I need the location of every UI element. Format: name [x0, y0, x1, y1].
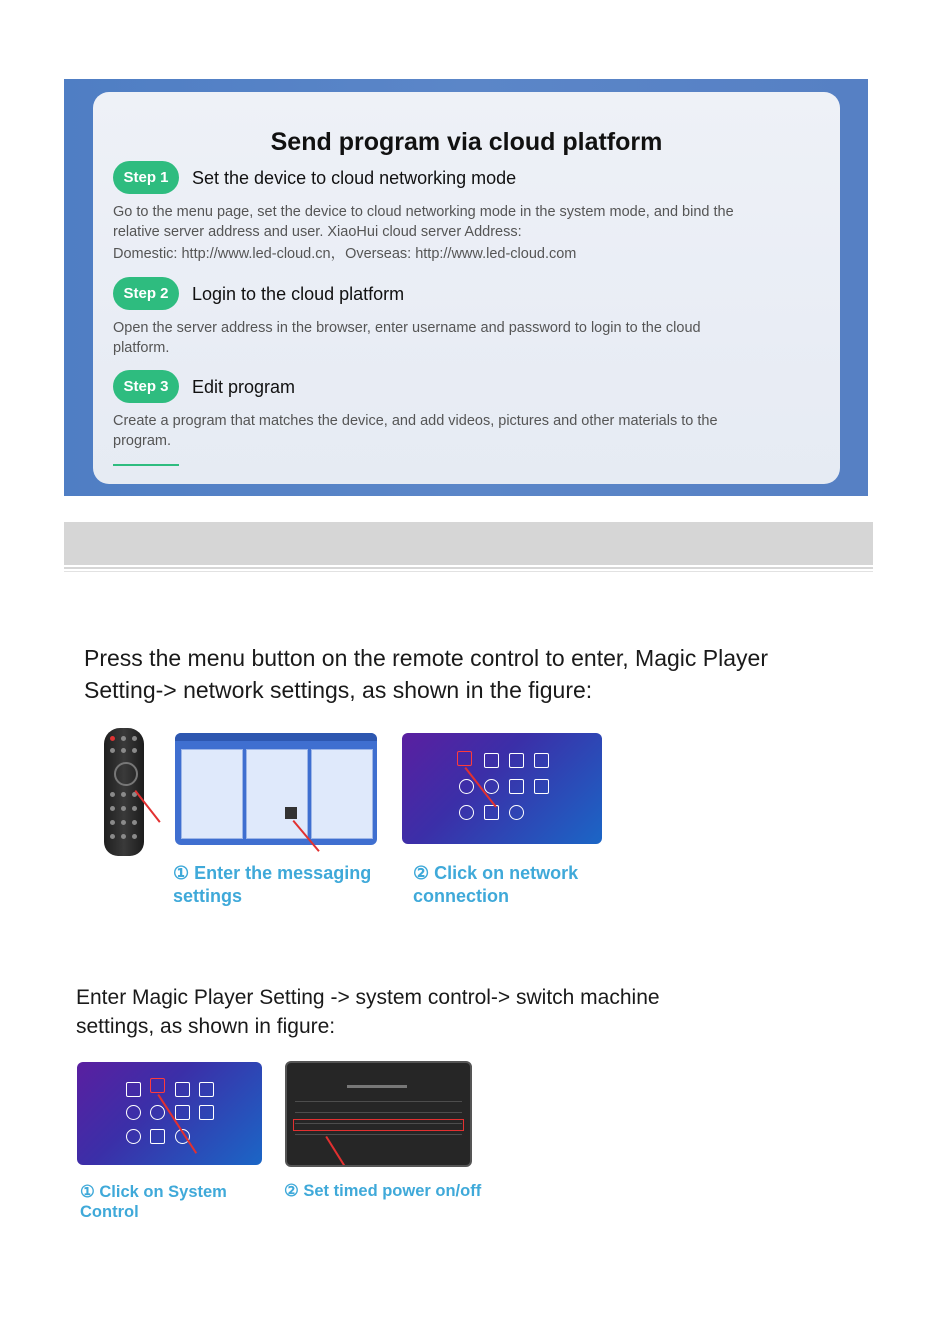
server-address-line: Domestic: http://www.led-cloud.cn，Overseas: http://www.led-cloud.com — [113, 246, 577, 262]
section2-instruction — [76, 983, 660, 1041]
network-tile-icon — [457, 751, 472, 766]
section-header-bar — [64, 522, 873, 565]
step-1-body — [113, 203, 813, 265]
caption-timed-power — [284, 1181, 481, 1201]
instruction-line: Enter Magic Player Setting -> system control-> switch machine — [76, 986, 660, 1009]
pointer-line — [325, 1136, 353, 1167]
caption-line: connection — [413, 886, 510, 906]
step-2-line: Open the server address in the browser, enter username and password to login to the cloud — [113, 320, 701, 336]
timed-power-menu-item — [293, 1119, 464, 1131]
step-2-title: Login to the cloud platform — [192, 284, 405, 304]
accent-underline — [113, 464, 179, 466]
system-control-screenshot — [77, 1062, 262, 1165]
switch-machine-settings-screenshot — [285, 1061, 472, 1167]
network-settings-screenshot — [402, 733, 602, 844]
step-1-badge: Step 1 — [113, 161, 179, 194]
step-2-body — [113, 319, 813, 358]
caption-line: ① Enter the messaging — [173, 863, 372, 883]
divider-line-thin — [64, 571, 873, 572]
step-3-line: program. — [113, 432, 172, 449]
pointer-line — [157, 1094, 197, 1154]
caption-line: settings — [173, 886, 243, 906]
caption-step1 — [173, 862, 371, 908]
caption-step2 — [413, 862, 578, 908]
qr-code-icon — [285, 807, 297, 819]
step-3-title: Edit program — [192, 377, 296, 397]
settings-panel — [311, 749, 373, 839]
system-control-tile-icon — [150, 1078, 165, 1093]
step-2-badge: Step 2 — [113, 277, 179, 310]
caption-system-control — [80, 1182, 227, 1222]
instruction-line: settings, as shown in figure: — [76, 1015, 336, 1038]
caption-line: ② Set timed power on/off — [284, 1182, 482, 1200]
instruction-line: Setting-> network settings, as shown in the figure: — [84, 677, 593, 703]
step-1-line: relative server address and user. XiaoHui cloud server Address: — [113, 223, 522, 240]
step-3-badge: Step 3 — [113, 370, 179, 403]
caption-line: Control — [80, 1203, 139, 1221]
caption-line: ① Click on System — [80, 1183, 227, 1201]
instruction-card — [93, 92, 840, 484]
cloud-platform-banner — [64, 79, 868, 496]
settings-panel — [181, 749, 243, 839]
step-1-title: Set the device to cloud networking mode — [192, 168, 517, 188]
caption-line: ② Click on network — [413, 863, 579, 883]
step-3-line: Create a program that matches the device, and add videos, pictures and other materials to the — [113, 413, 718, 429]
instruction-line: Press the menu button on the remote control to enter, Magic Player — [84, 645, 768, 671]
step-3-body — [113, 412, 813, 451]
step-2-line: platform. — [113, 339, 170, 356]
messaging-settings-screenshot — [175, 733, 377, 845]
banner-title: Send program via cloud platform — [270, 128, 663, 156]
step-1-line: Go to the menu page, set the device to cloud networking mode in the system mode, and bind the — [113, 204, 734, 220]
section1-instruction — [84, 642, 768, 706]
divider-line — [64, 567, 873, 569]
